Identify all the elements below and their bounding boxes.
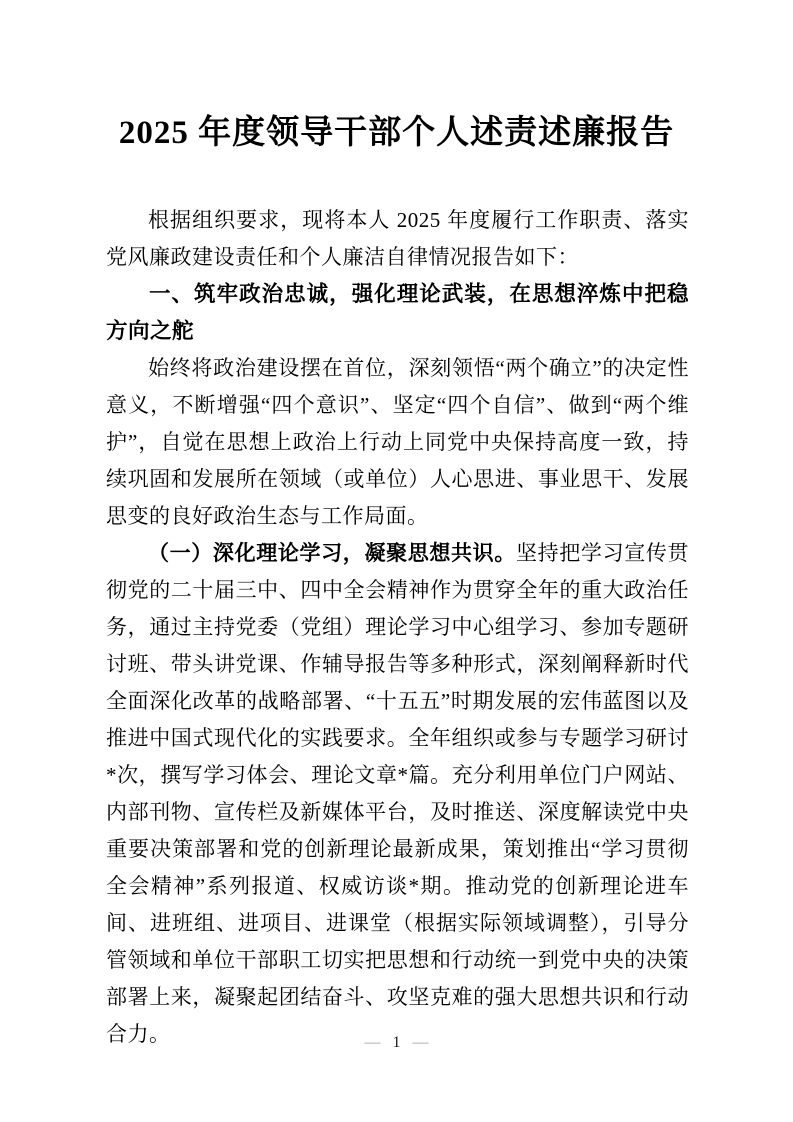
subsection-1-text: 坚持把学习宣传贯彻党的二十届三中、四中全会精神作为贯穿全年的重大政治任务，通过主持党委（党组）理论学习中心组学习、参加专题研讨班、带头讲党课、作辅导报告等多种形式，深刻阐释新时代全面深化改革的战略部署、“十五五”时期发展的宏伟蓝图以及推进中国式现代化的实践要求。全年组织或参与专题学习研讨*次，撰写学习体会、理论文章*篇。充分利用单位门户网站、内部刊物、宣传栏及新媒体平台，及时推送、深度解读党中央重要决策部署和党的创新理论最新成果，策划推出“学习贯彻全会精神”系列报道、权威访谈*期。推动党的创新理论进车间、进班组、进项目、进课堂（根据实际领域调整），引导分管领域和单位干部职工切实把思想和行动统一到党中央的决策部署上来，凝聚起团结奋斗、攻坚克难的强大思想共识和行动合力。: [106, 541, 690, 1046]
footer-dash-left: —: [364, 1034, 381, 1051]
section-1-heading: 一、筑牢政治忠诚，强化理论武装，在思想淬炼中把稳方向之舵: [106, 282, 689, 343]
page-footer: [0, 1032, 793, 1054]
section-1-paragraph: 始终将政治建设摆在首位，深刻领悟“两个确立”的决定性意义，不断增强“四个意识”、坚定“四个自信”、做到“两个维护”，自觉在思想上政治上行动上同党中央保持高度一致，持续巩固和发展所在领域（或单位）人心思进、事业思干、发展思变的良好政治生态与工作局面。: [106, 356, 689, 528]
footer-dash-right: —: [412, 1034, 429, 1051]
subsection-1-lead: （一）深化理论学习，凝聚思想共识。: [148, 541, 516, 565]
document-body: [106, 202, 689, 1053]
intro-paragraph: 根据组织要求，现将本人 2025 年度履行工作职责、落实党风廉政建设责任和个人廉洁自律情况报告如下：: [106, 208, 689, 269]
subsection-1-paragraph: [106, 535, 689, 1053]
page-number: 1: [392, 1034, 401, 1051]
document-title: 2025 年度领导干部个人述责述廉报告: [118, 115, 675, 151]
